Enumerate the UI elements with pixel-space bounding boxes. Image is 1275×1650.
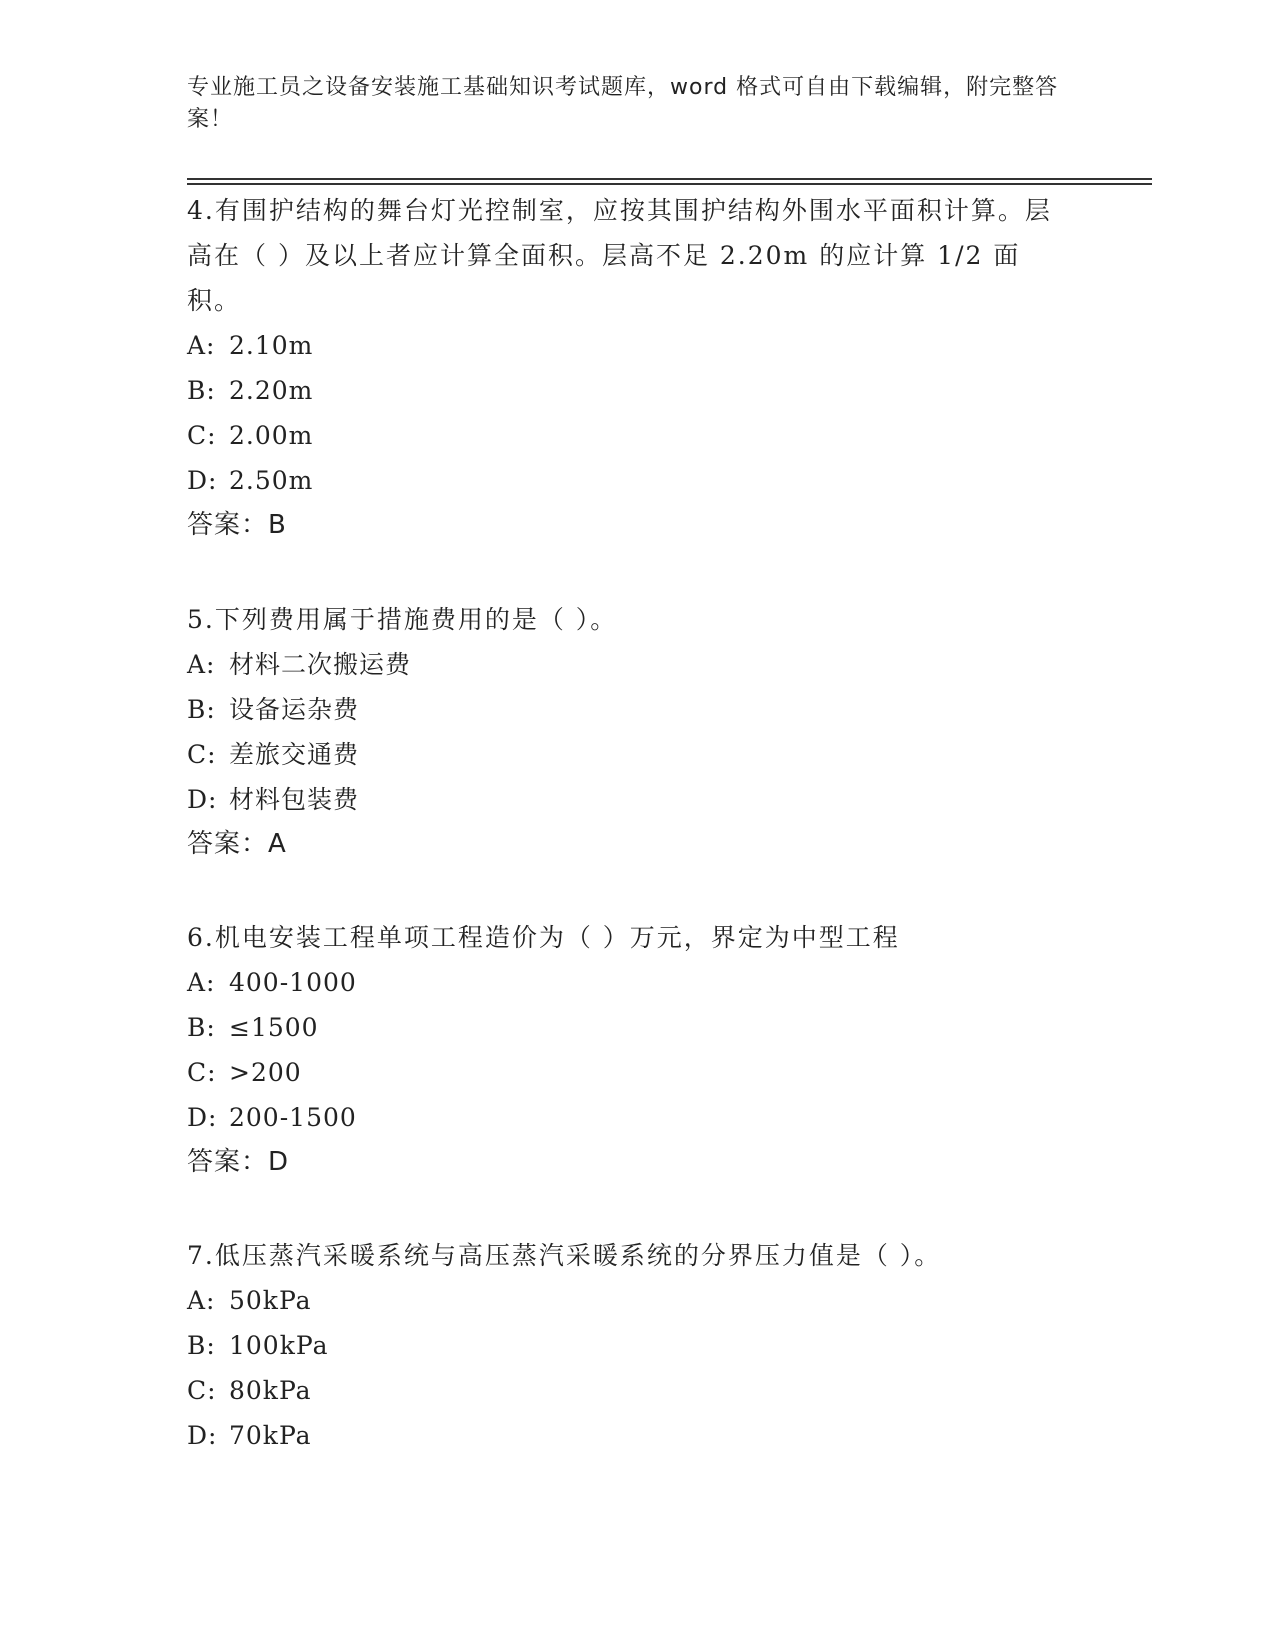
question-5 — [187, 597, 1067, 867]
option-text: 2.50m — [229, 466, 314, 495]
option-c — [187, 1050, 1067, 1095]
header-divider-top — [187, 178, 1152, 180]
option-key: B: — [187, 695, 216, 724]
option-b — [187, 368, 1067, 413]
option-key: D: — [187, 1103, 218, 1132]
header-divider-bottom — [187, 183, 1152, 185]
option-text: >200 — [229, 1058, 302, 1087]
answer-line: 答案：D — [187, 1147, 290, 1177]
option-key: D: — [187, 1421, 218, 1450]
option-key: D: — [187, 466, 218, 495]
question-6 — [187, 915, 1067, 1185]
option-key: B: — [187, 376, 216, 405]
document-header: 专业施工员之设备安装施工基础知识考试题库，word 格式可自由下载编辑，附完整答案！ — [187, 75, 1059, 132]
option-c — [187, 732, 1067, 777]
option-d — [187, 458, 1067, 503]
option-b — [187, 687, 1067, 732]
option-text: 材料二次搬运费 — [229, 650, 412, 679]
option-c — [187, 413, 1067, 458]
option-c — [187, 1368, 1067, 1413]
option-text: 差旅交通费 — [229, 740, 360, 769]
question-stem: 5.下列费用属于措施费用的是（ ）。 — [187, 605, 618, 634]
option-key: B: — [187, 1013, 216, 1042]
option-text: 400-1000 — [229, 968, 357, 997]
option-key: A: — [187, 968, 216, 997]
option-text: 70kPa — [229, 1421, 312, 1450]
question-4 — [187, 188, 1067, 548]
option-key: A: — [187, 1286, 216, 1315]
option-text: 50kPa — [229, 1286, 312, 1315]
option-text: 200-1500 — [229, 1103, 357, 1132]
option-key: A: — [187, 650, 216, 679]
question-stem: 6.机电安装工程单项工程造价为（ ）万元，界定为中型工程 — [187, 923, 900, 952]
option-text: 2.10m — [229, 331, 314, 360]
option-text: ≤1500 — [229, 1013, 319, 1042]
option-text: 80kPa — [229, 1376, 312, 1405]
option-a — [187, 1278, 1067, 1323]
option-a — [187, 960, 1067, 1005]
option-key: C: — [187, 421, 217, 450]
option-text: 2.20m — [229, 376, 314, 405]
option-b — [187, 1323, 1067, 1368]
option-d — [187, 1413, 1067, 1458]
option-text: 2.00m — [229, 421, 314, 450]
option-key: C: — [187, 740, 217, 769]
option-text: 100kPa — [229, 1331, 329, 1360]
question-stem: 7.低压蒸汽采暖系统与高压蒸汽采暖系统的分界压力值是（ ）。 — [187, 1241, 942, 1270]
option-a — [187, 323, 1067, 368]
question-stem: 4.有围护结构的舞台灯光控制室，应按其围护结构外围水平面积计算。层高在（ ）及以上者应计算全面积。层高不足 2.20m 的应计算 1/2 面积。 — [187, 196, 1052, 315]
option-b — [187, 1005, 1067, 1050]
option-text: 设备运杂费 — [229, 695, 360, 724]
option-key: C: — [187, 1376, 217, 1405]
option-text: 材料包装费 — [229, 785, 360, 814]
answer-line: 答案：A — [187, 829, 287, 859]
question-7 — [187, 1233, 1067, 1458]
option-a — [187, 642, 1067, 687]
option-d — [187, 1095, 1067, 1140]
option-key: B: — [187, 1331, 216, 1360]
option-key: C: — [187, 1058, 217, 1087]
option-d — [187, 777, 1067, 822]
option-key: A: — [187, 331, 216, 360]
answer-line: 答案：B — [187, 510, 287, 540]
option-key: D: — [187, 785, 218, 814]
